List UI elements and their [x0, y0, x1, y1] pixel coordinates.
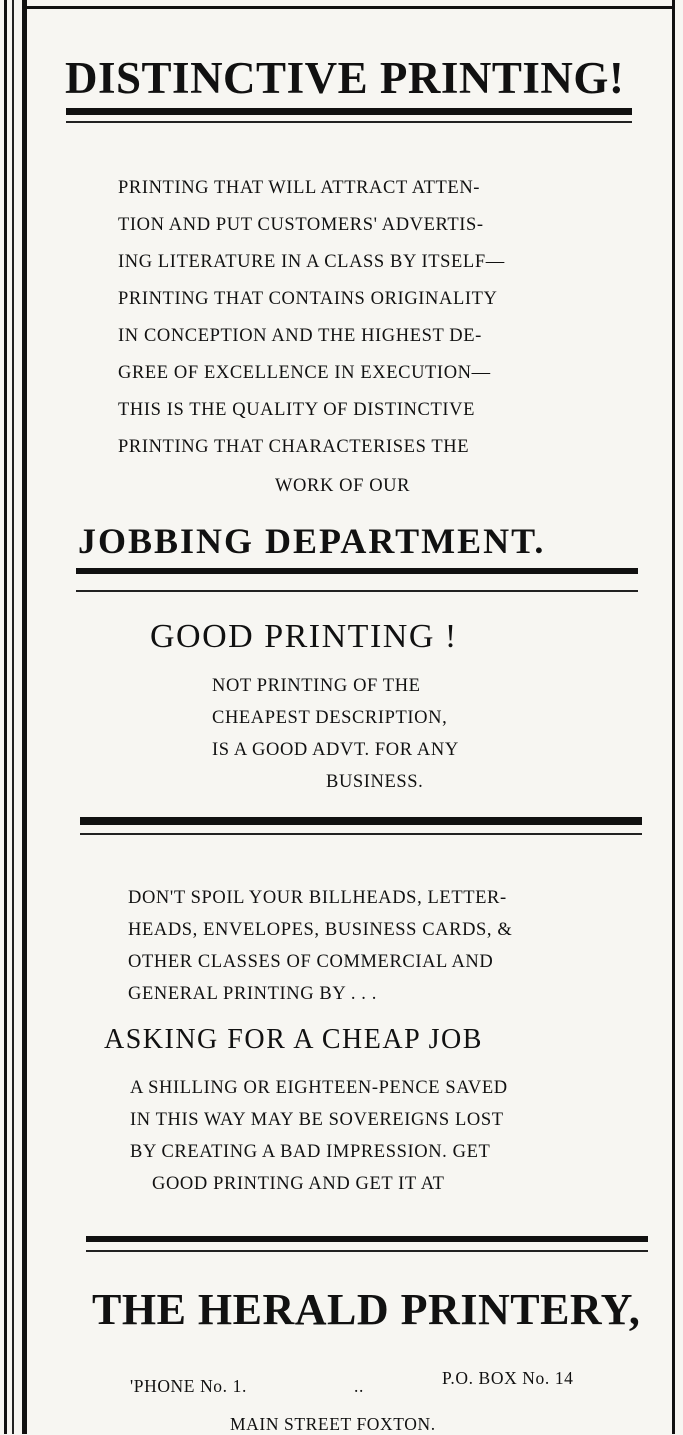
good-printing-line: CHEAPEST DESCRIPTION, — [212, 708, 448, 728]
divider-rule — [66, 108, 632, 115]
intro-line: THIS IS THE QUALITY OF DISTINCTIVE — [118, 400, 475, 420]
right-column-rule — [672, 0, 675, 1434]
saving-line: BY CREATING A BAD IMPRESSION. GET — [130, 1142, 491, 1162]
intro-line: PRINTING THAT CONTAINS ORIGINALITY — [118, 289, 498, 309]
warning-line: GENERAL PRINTING BY . . . — [128, 984, 377, 1004]
intro-line: TION AND PUT CUSTOMERS' ADVERTIS- — [118, 215, 484, 235]
top-rule — [27, 6, 675, 9]
intro-line: PRINTING THAT WILL ATTRACT ATTEN- — [118, 178, 481, 198]
divider-rule-thin — [80, 833, 642, 835]
department-heading: JOBBING DEPARTMENT. — [78, 521, 546, 561]
good-printing-line: BUSINESS. — [326, 772, 424, 792]
warning-line: DON'T SPOIL YOUR BILLHEADS, LETTER- — [128, 888, 507, 908]
left-column-rule — [12, 0, 14, 1434]
po-box: P.O. BOX No. 14 — [442, 1368, 574, 1388]
street-address: MAIN STREET FOXTON. — [230, 1414, 436, 1434]
intro-line: ING LITERATURE IN A CLASS BY ITSELF— — [118, 252, 505, 272]
saving-line: GOOD PRINTING AND GET IT AT — [152, 1174, 445, 1194]
divider-rule-thin — [66, 121, 632, 123]
divider-rule-thin — [86, 1250, 648, 1252]
warning-line: OTHER CLASSES OF COMMERCIAL AND — [128, 952, 494, 972]
divider-rule — [86, 1236, 648, 1242]
contact-separator: .. — [354, 1376, 364, 1396]
cheap-job-heading: ASKING FOR A CHEAP JOB — [104, 1024, 483, 1055]
left-column-rule — [22, 0, 27, 1434]
intro-line: PRINTING THAT CHARACTERISES THE — [118, 437, 470, 457]
warning-line: HEADS, ENVELOPES, BUSINESS CARDS, & — [128, 920, 513, 940]
intro-line: WORK OF OUR — [275, 476, 411, 496]
saving-line: IN THIS WAY MAY BE SOVEREIGNS LOST — [130, 1110, 504, 1130]
intro-line: IN CONCEPTION AND THE HIGHEST DE- — [118, 326, 482, 346]
divider-rule — [80, 817, 642, 825]
saving-line: A SHILLING OR EIGHTEEN-PENCE SAVED — [130, 1078, 508, 1098]
intro-line: GREE OF EXCELLENCE IN EXECUTION— — [118, 363, 491, 383]
phone-number: 'PHONE No. 1. — [130, 1376, 247, 1396]
divider-rule — [76, 568, 638, 574]
good-printing-line: IS A GOOD ADVT. FOR ANY — [212, 740, 459, 760]
divider-rule-thin — [76, 590, 638, 592]
printery-heading: THE HERALD PRINTERY, — [92, 1285, 641, 1334]
left-column-rule — [4, 0, 7, 1434]
headline: DISTINCTIVE PRINTING! — [65, 53, 625, 103]
good-printing-line: NOT PRINTING OF THE — [212, 676, 421, 696]
good-printing-heading: GOOD PRINTING ! — [150, 618, 458, 655]
